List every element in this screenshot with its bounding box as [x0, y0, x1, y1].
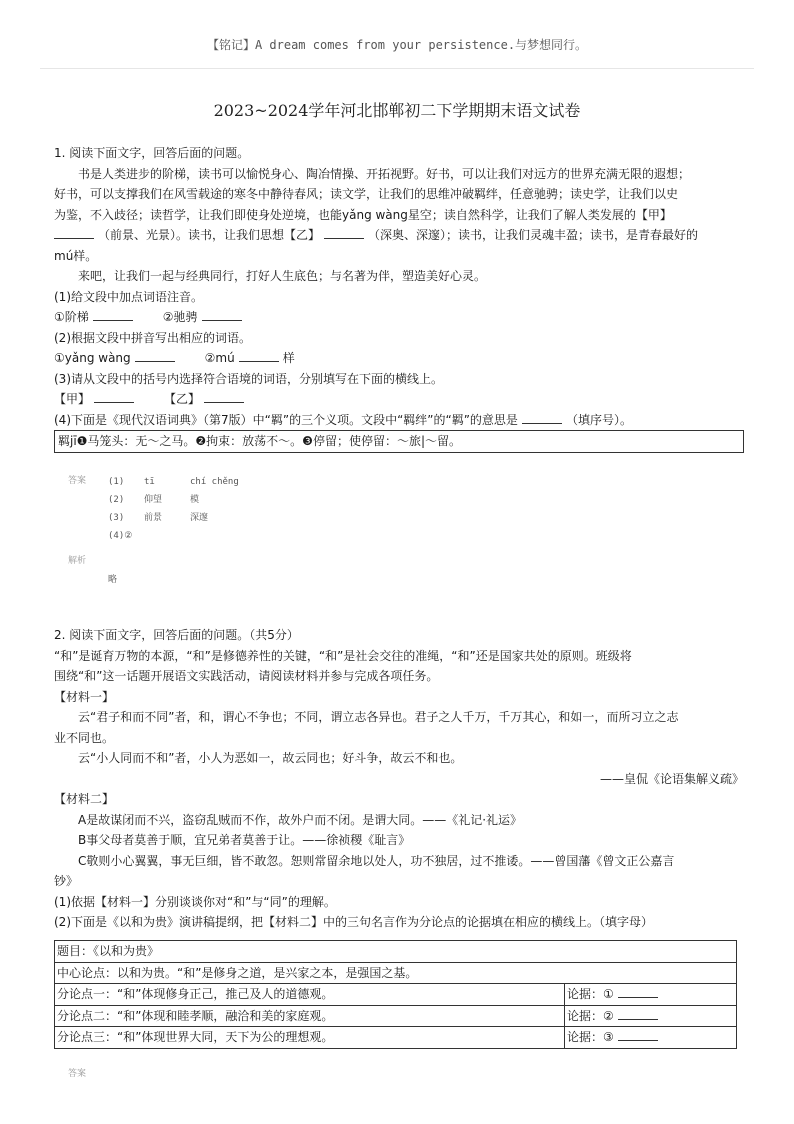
material-2-title: 【材料二】	[54, 792, 115, 806]
answer-a: 前景	[144, 513, 163, 523]
sub-point-1: 分论点一：“和”体现修身正己，推己及人的道德观。	[55, 984, 565, 1006]
blank-sub3-b[interactable]	[204, 389, 244, 403]
blank-sub1-b[interactable]	[202, 307, 242, 321]
q1-sub3-b: 【乙】	[164, 392, 201, 406]
material-2-quote-a: A是故谋闭而不兴，盗窃乱贼而不作，故外户而不闭。是谓大同。——《礼记·礼运》	[78, 812, 523, 827]
table-row	[55, 941, 737, 963]
blank-evidence-3[interactable]	[618, 1027, 658, 1041]
q1-para1-line4	[54, 225, 744, 246]
q1-sub2: (2)根据文段中拼音写出相应的词语。	[54, 330, 251, 345]
speech-outline-table	[54, 940, 737, 1049]
material-2-quote-c-cont: 钞》	[54, 874, 79, 888]
answer-a: 仰望	[144, 495, 163, 505]
answer-b: 深邃	[190, 513, 209, 523]
header-divider	[40, 68, 754, 69]
material-2-quote-c: C敬则小心翼翼，事无巨细，皆不敢忽。恕则常留余地以处人，功不独居，过不推诿。——曾国藩《曾文正公嘉言	[78, 853, 675, 868]
q1-sub3: (3)请从文段中的括号内选择符合语境的词语，分别填写在下面的横线上。	[54, 371, 444, 386]
answer-num: (4)②	[108, 531, 133, 541]
answer-label-2: 答案	[68, 1069, 87, 1079]
q2-sub2: (2)下面是《以和为贵》演讲稿提纲，把【材料二】中的三句名言作为分论点的论据填在相应的横线上。（填字母）	[54, 915, 654, 929]
q1-sub3-a: 【甲】	[54, 392, 91, 406]
question-1	[54, 143, 744, 453]
blank-sub2-a[interactable]	[135, 348, 175, 362]
answer-row	[108, 527, 239, 545]
evidence-cell-2[interactable]	[565, 1005, 737, 1027]
outline-center-thesis: 中心论点：以和为贵。“和”是修身之道，是兴家之本，是强国之基。	[55, 962, 737, 984]
answer-b: 模	[190, 495, 200, 505]
table-row	[55, 984, 737, 1006]
page-header: 【铭记】A dream comes from your persistence.与梦想同行。	[206, 38, 588, 52]
q1-sub2-b: ②mú	[204, 351, 235, 365]
blank-sub2-b[interactable]	[239, 348, 279, 362]
exam-title: 2023~2024学年河北邯郸初二下学期期末语文试卷	[213, 101, 581, 120]
q2-heading: 2. 阅读下面文字，回答后面的问题。（共5分）	[54, 628, 299, 642]
answer-a: tī	[144, 477, 155, 487]
q1-sub2-items	[54, 348, 744, 369]
answer-label: 答案	[68, 476, 87, 486]
material-1-para1-cont: 业不同也。	[54, 730, 115, 745]
answer-row	[108, 491, 239, 509]
q1-sub1-a: ①阶梯	[54, 310, 89, 324]
q1-sub1-b: ②驰骋	[162, 310, 198, 324]
evidence-label: 论据：②	[567, 1008, 614, 1023]
q1-para1-line3: 为鉴，不入歧径；读哲学，让我们即使身处逆境，也能yǎng wàng星空；读自然科学，让我们了解人类发展的【甲】	[54, 207, 672, 222]
question-2	[54, 625, 744, 933]
q1-sub2-b-tail: 样	[282, 351, 295, 365]
q2-sub1: (1)依据【材料一】分别谈谈你对“和”与“同”的理解。	[54, 894, 336, 909]
answer-num: (1)	[108, 477, 125, 487]
q1-sub1: (1)给文段中加点词语注音。	[54, 289, 203, 304]
q1-sub3-items	[54, 389, 744, 410]
blank-sub3-a[interactable]	[94, 389, 134, 403]
table-row	[55, 962, 737, 984]
q1-para2: 来吧，让我们一起与经典同行，打好人生底色；与名著为伴，塑造美好心灵。	[78, 269, 487, 283]
table-row	[55, 1027, 737, 1049]
q1-sub4	[54, 410, 744, 431]
material-2-quote-b: B事父母者莫善于顺，宜兄弟者莫善于让。——徐祯稷《耻言》	[78, 833, 411, 847]
q1-para1-line4-end: （深奥、深邃）；读书，让我们灵魂丰盈；读书，是青春最好的	[368, 228, 699, 242]
material-1-source: ——皇侃《论语集解义疏》	[599, 771, 744, 786]
answer-num: (2)	[108, 495, 125, 505]
dictionary-entry-box: 羁jī❶马笼头：无～之马。❷拘束：放荡不～。❸停留；使停留：～旅|～留。	[54, 430, 744, 453]
outline-topic: 题目：《以和为贵》	[55, 941, 737, 963]
evidence-cell-1[interactable]	[565, 984, 737, 1006]
q1-para1-line4-mid: （前景、光景）。读书，让我们思想【乙】	[98, 228, 321, 242]
sub-point-3: 分论点三：“和”体现世界大同，天下为公的理想观。	[55, 1027, 565, 1049]
blank-sub1-a[interactable]	[93, 307, 133, 321]
q1-para1-line2: 好书，可以支撑我们在风雪载途的寒冬中静待春风；读文学，让我们的思维冲破羁绊，任意驰骋；读史学，让我们以史	[54, 187, 679, 201]
material-1-para2: 云“小人同而不和”者，小人为恶如一，故云同也；好斗争，故云不和也。	[78, 751, 463, 765]
evidence-cell-3[interactable]	[565, 1027, 737, 1049]
analysis-label: 解析	[68, 556, 87, 566]
q1-para1-line5: mú样。	[54, 248, 98, 263]
q1-sub2-a: ①yǎng wàng	[54, 351, 131, 365]
material-1-para1: 云“君子和而不同”者，和，谓心不争也；不同，谓立志各异也。君子之人千万，千万其心，和如一，而所习立之志	[78, 710, 679, 724]
blank-evidence-1[interactable]	[618, 984, 658, 998]
q2-intro-line2: 围绕“和”这一话题开展语文实践活动，请阅读材料并参与完成各项任务。	[54, 669, 439, 683]
q1-para1-line1: 书是人类进步的阶梯，读书可以愉悦身心、陶冶情操、开拓视野。好书，可以让我们对远方的世界充满无限的遐想；	[78, 166, 691, 181]
evidence-label: 论据：①	[567, 987, 614, 1002]
blank-yi[interactable]	[324, 225, 364, 239]
q1-sub4-a: (4)下面是《现代汉语词典》（第7版）中“羁”的三个义项。文段中“羁绊”的“羁”的意思是	[54, 412, 518, 427]
sub-point-2: 分论点二：“和”体现和睦孝顺，融洽和美的家庭观。	[55, 1005, 565, 1027]
evidence-label: 论据：③	[567, 1030, 614, 1045]
q2-intro-line1: “和”是诞育万物的本源，“和”是修德养性的关键，“和”是社会交往的准绳，“和”还是国家共处的原则。班级将	[54, 648, 632, 663]
answer-num: (3)	[108, 513, 125, 523]
answer-row	[108, 509, 239, 527]
analysis-text: 略	[108, 575, 118, 585]
blank-sub4[interactable]	[522, 410, 562, 424]
q1-heading: 1. 阅读下面文字，回答后面的问题。	[54, 146, 250, 160]
blank-jia[interactable]	[54, 225, 94, 239]
table-row	[55, 1005, 737, 1027]
q1-sub1-items	[54, 307, 744, 328]
answer-row	[108, 473, 239, 491]
answer-rows	[108, 473, 239, 545]
material-1-title: 【材料一】	[54, 689, 115, 704]
answer-b: chí chěng	[190, 477, 239, 487]
blank-evidence-2[interactable]	[618, 1006, 658, 1020]
q1-sub4-b: （填序号）。	[565, 412, 632, 427]
